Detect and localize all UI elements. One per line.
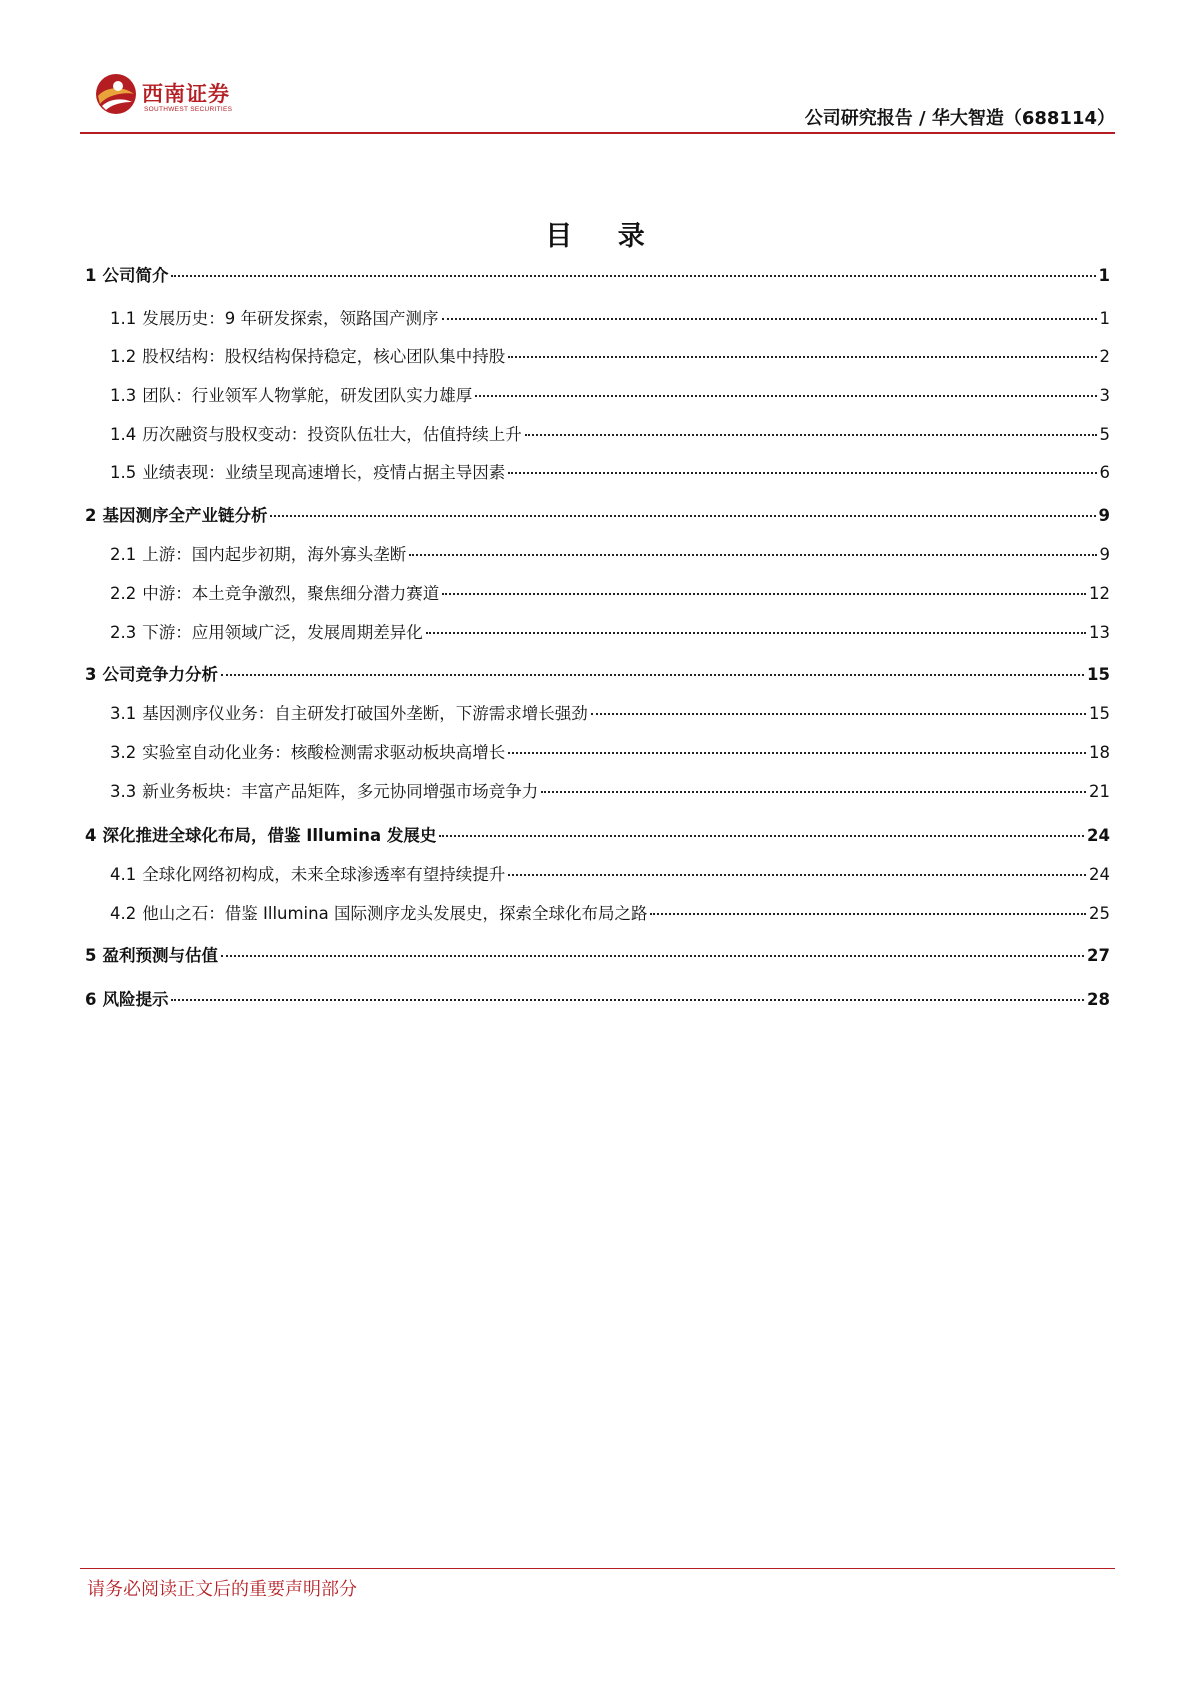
toc-entry-title: 中游：本土竞争激烈，聚焦细分潜力赛道 (142, 584, 440, 603)
toc-entry-label (110, 421, 522, 445)
toc-entry-page: 12 (1089, 584, 1110, 603)
toc-dot-leader (508, 356, 1096, 358)
toc-entry-number: 1.2 (110, 347, 137, 366)
toc-entry-number: 3.3 (110, 782, 137, 801)
toc-entry[interactable] (85, 942, 1110, 966)
toc-entry-page: 13 (1089, 623, 1110, 642)
toc-title: 目 录 (545, 221, 663, 252)
toc-entry-title: 股权结构：股权结构保持稳定，核心团队集中持股 (142, 347, 506, 366)
toc-entry-number: 3.2 (110, 743, 137, 762)
toc-entry-label (110, 900, 647, 924)
toc-entry-page: 3 (1099, 386, 1110, 405)
toc-dot-leader (541, 791, 1086, 793)
toc-entry-page: 28 (1087, 990, 1110, 1009)
logo-english-name: SOUTHWEST SECURITIES (144, 106, 233, 113)
toc-dot-leader (409, 554, 1096, 556)
logo-chinese-name: 西南证券 (142, 81, 230, 106)
footer-disclaimer: 请务必阅读正文后的重要声明部分 (87, 1579, 357, 1600)
toc-entry[interactable] (85, 661, 1110, 685)
toc-entry[interactable] (110, 305, 1110, 329)
toc-entry-title: 下游：应用领域广泛，发展周期差异化 (142, 623, 423, 642)
toc-dot-leader (442, 318, 1097, 320)
toc-entry-number: 1 (85, 266, 97, 285)
toc-entry-number: 3 (85, 665, 97, 684)
toc-entry[interactable] (110, 900, 1110, 924)
toc-entry-label (110, 700, 588, 724)
toc-entry-label (110, 861, 505, 885)
toc-entry-title: 深化推进全球化布局，借鉴 Illumina 发展史 (102, 826, 437, 845)
report-tag: 公司研究报告 / 华大智造（688114） (804, 108, 1115, 129)
toc-entry-page: 27 (1087, 946, 1110, 965)
toc-entry-label (110, 739, 505, 763)
toc-entry-label (85, 502, 267, 526)
toc-entry-title: 新业务板块：丰富产品矩阵，多元协同增强市场竞争力 (142, 782, 539, 801)
toc-entry-label (85, 262, 168, 286)
toc-entry-title: 业绩表现：业绩呈现高速增长，疫情占据主导因素 (142, 463, 506, 482)
toc-entry-page: 24 (1087, 826, 1110, 845)
toc-entry-page: 24 (1089, 865, 1110, 884)
toc-entry[interactable] (85, 502, 1110, 526)
toc-dot-leader (270, 515, 1095, 517)
toc-entry-page: 2 (1099, 347, 1110, 366)
toc-entry[interactable] (110, 580, 1110, 604)
page-header (80, 72, 1115, 134)
toc-entry[interactable] (110, 778, 1110, 802)
toc-entry-page: 6 (1099, 463, 1110, 482)
toc-entry-number: 2.2 (110, 584, 137, 603)
toc-entry-page: 25 (1089, 904, 1110, 923)
toc-entry-number: 3.1 (110, 704, 137, 723)
toc-entry-number: 4.1 (110, 865, 137, 884)
toc-entry-title: 他山之石：借鉴 Illumina 国际测序龙头发展史，探索全球化布局之路 (142, 904, 648, 923)
toc-entry-title: 发展历史：9 年研发探索，领路国产测序 (142, 309, 439, 328)
toc-dot-leader (508, 752, 1086, 754)
toc-entry-number: 1.1 (110, 309, 137, 328)
toc-dot-leader (426, 632, 1086, 634)
toc-entry-number: 6 (85, 990, 97, 1009)
toc-entry-label (110, 580, 439, 604)
toc-entry-title: 公司竞争力分析 (102, 665, 218, 684)
toc-entry-number: 2.1 (110, 545, 137, 564)
toc-entry[interactable] (110, 343, 1110, 367)
toc-entry[interactable] (110, 619, 1110, 643)
toc-entry[interactable] (85, 822, 1110, 846)
toc-dot-leader (508, 472, 1096, 474)
toc-entry-title: 风险提示 (102, 990, 169, 1009)
footer-divider (80, 1568, 1115, 1569)
toc-dot-leader (439, 835, 1084, 837)
toc-entry-number: 5 (85, 946, 97, 965)
toc-dot-leader (525, 434, 1097, 436)
toc-dot-leader (171, 275, 1095, 277)
toc-entry-title: 团队：行业领军人物掌舵，研发团队实力雄厚 (142, 386, 473, 405)
toc-entry[interactable] (85, 986, 1110, 1010)
toc-entry-page: 15 (1089, 704, 1110, 723)
toc-entry-page: 1 (1099, 309, 1110, 328)
toc-dot-leader (171, 999, 1084, 1001)
toc-entry[interactable] (110, 382, 1110, 406)
toc-entry[interactable] (110, 541, 1110, 565)
toc-entry[interactable] (110, 459, 1110, 483)
toc-entry-page: 5 (1099, 425, 1110, 444)
toc-entry-page: 1 (1098, 266, 1110, 285)
toc-entry-title: 基因测序全产业链分析 (102, 506, 268, 525)
toc-entry-title: 实验室自动化业务：核酸检测需求驱动板块高增长 (142, 743, 506, 762)
toc-entry-number: 4.2 (110, 904, 137, 923)
toc-entry-title: 历次融资与股权变动：投资队伍壮大，估值持续上升 (142, 425, 522, 444)
toc-entry-title: 基因测序仪业务：自主研发打破国外垄断，下游需求增长强劲 (142, 704, 588, 723)
toc-dot-leader (221, 955, 1084, 957)
toc-dot-leader (442, 593, 1086, 595)
toc-entry-page: 15 (1087, 665, 1110, 684)
toc-dot-leader (650, 913, 1086, 915)
toc-entry-page: 9 (1099, 545, 1110, 564)
toc-entry-label (85, 822, 436, 846)
logo-emblem-icon (94, 72, 138, 116)
toc-entry-number: 2.3 (110, 623, 137, 642)
toc-entry-title: 全球化网络初构成，未来全球渗透率有望持续提升 (142, 865, 506, 884)
toc-entry-number: 4 (85, 826, 97, 845)
toc-entry-title: 公司简介 (102, 266, 169, 285)
toc-entry-page: 9 (1098, 506, 1110, 525)
toc-entry-label (110, 778, 538, 802)
toc-entry-number: 1.5 (110, 463, 137, 482)
toc-entry[interactable] (85, 262, 1110, 286)
toc-entry[interactable] (110, 700, 1110, 724)
toc-dot-leader (508, 874, 1086, 876)
toc-entry[interactable] (110, 421, 1110, 445)
toc-dot-leader (221, 674, 1084, 676)
toc-entry-title: 盈利预测与估值 (102, 946, 218, 965)
company-logo (94, 72, 264, 122)
toc-entry-label (110, 619, 423, 643)
header-divider (80, 132, 1115, 134)
toc-entry-number: 2 (85, 506, 97, 525)
toc-dot-leader (475, 395, 1096, 397)
toc-entry-label (85, 661, 218, 685)
toc-entry-title: 上游：国内起步初期，海外寡头垄断 (142, 545, 407, 564)
toc-entry-label (110, 459, 505, 483)
toc-entry[interactable] (110, 861, 1110, 885)
toc-entry-label (85, 986, 168, 1010)
toc-entry-number: 1.3 (110, 386, 137, 405)
toc-entry-label (110, 382, 472, 406)
toc-entry-label (110, 305, 439, 329)
toc-entry-number: 1.4 (110, 425, 137, 444)
toc-entry-page: 18 (1089, 743, 1110, 762)
toc-entry-page: 21 (1089, 782, 1110, 801)
toc-entry-label (110, 343, 505, 367)
toc-entry-label (110, 541, 406, 565)
toc-entry[interactable] (110, 739, 1110, 763)
toc-dot-leader (591, 713, 1086, 715)
toc-entry-label (85, 942, 218, 966)
